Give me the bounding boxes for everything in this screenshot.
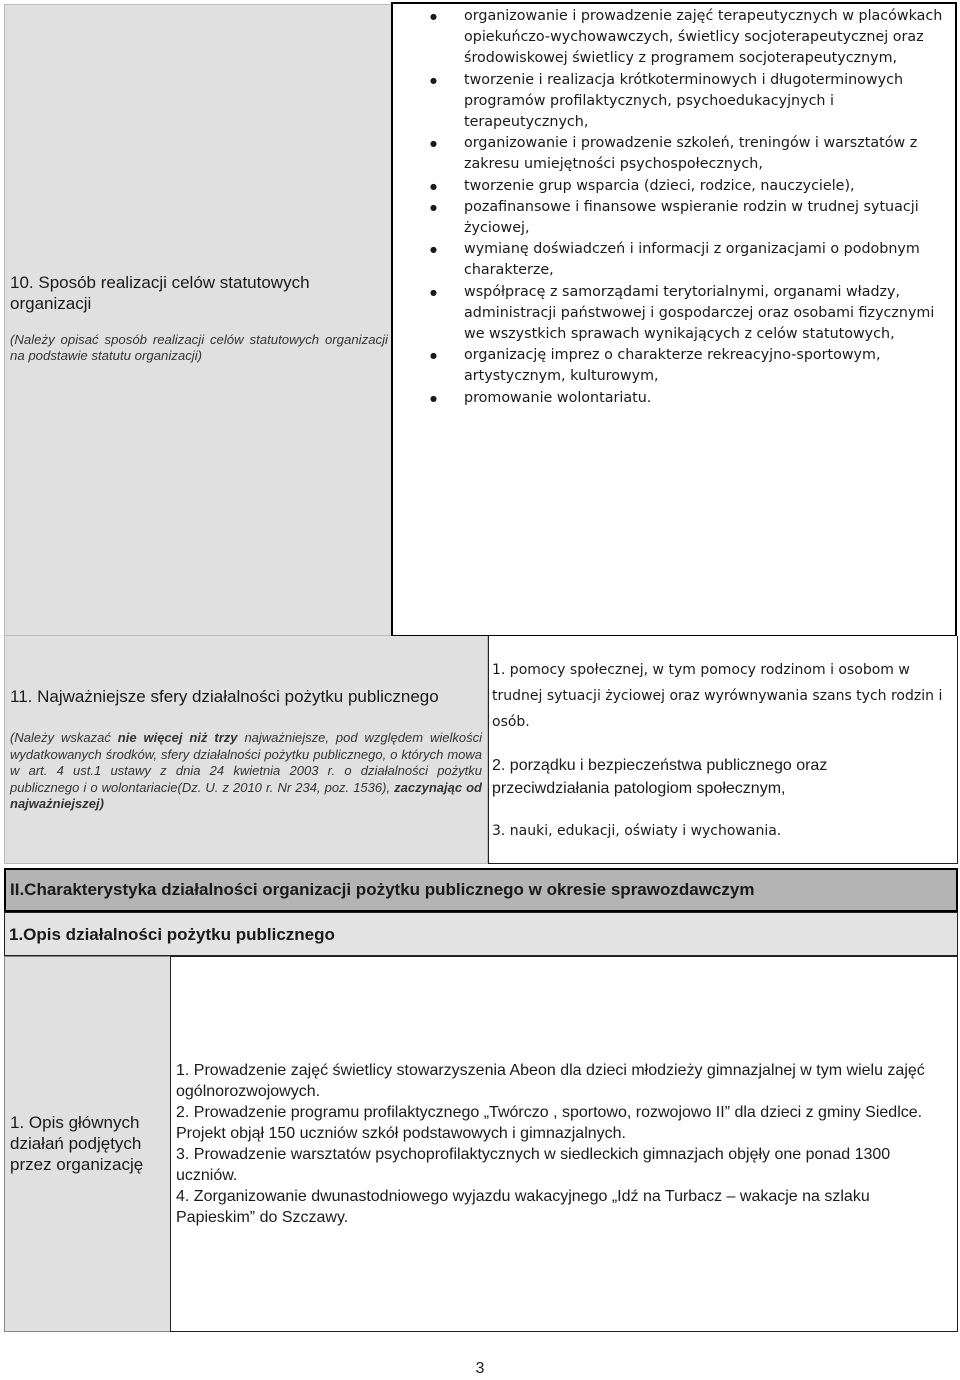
- list-item: ● tworzenie i realizacja krótkoterminowych i długoterminowych programów profilaktycznych, psychoedukacyjnych i terapeutycznych,: [400, 70, 950, 134]
- section2-heading: II.Charakterystyka działalności organizacji pożytku publicznego w okresie sprawozdawczym: [4, 868, 958, 912]
- sphere-1: 1. pomocy społecznej, w tym pomocy rodzinom i osobom w trudnej sytuacji życiowej oraz wyrównywania szans tych rodzin i osób.: [492, 662, 943, 730]
- list-item: ● promowanie wolontariatu.: [400, 388, 950, 409]
- section10-note: (Należy opisać sposób realizacji celów statutowych organizacji na podstawie statutu organizacji): [10, 332, 388, 363]
- section10-title: 10. Sposób realizacji celów statutowych organizacji: [10, 273, 310, 313]
- activity-2: 2. Prowadzenie programu profilaktycznego „Twórczo , sportowo, rozwojowo II” dla dzieci z gminy Siedlce. Projekt objął 150 uczniów szkół podstawowych i gimnazjalnych.: [176, 1104, 923, 1142]
- list-item: ● współpracę z samorządami terytorialnymi, organami władzy, administracji państwowej i gospodarczej oraz osobami fizycznymi we wszystkich sprawach wynikających z celów statutowych,: [400, 282, 950, 346]
- section10-label-cell: [4, 4, 392, 636]
- list-item: ● wymianę doświadczeń i informacji z organizacjami o podobnym charakterze,: [400, 239, 950, 281]
- main-activities-label: 1. Opis głównych działań podjętych przez organizację: [10, 1113, 144, 1174]
- section2-subheading: 1.Opis działalności pożytku publicznego: [4, 912, 958, 956]
- page-number: 3: [475, 1360, 485, 1377]
- section11-title: 11. Najważniejsze sfery działalności pożytku publicznego: [10, 687, 439, 706]
- list-item: ● pozafinansowe i finansowe wspieranie rodzin w trudnej sytuacji życiowej,: [400, 197, 950, 239]
- section11-note: (Należy wskazać nie więcej niż trzy najważniejsze, pod względem wielkości wydatkowanych środków, sfery działalności pożytku publicznego, o których mowa w art. 4 ust.1 ustawy z dnia 24 kwietnia 2003 r. o działalności pożytku publicznego i o wolontariacie(Dz. U. z 2010 r. Nr 234, poz. 1536), zaczynając od najważniejszej): [10, 730, 482, 811]
- list-item: ● organizowanie i prowadzenie szkoleń, treningów i warsztatów z zakresu umiejętności psychospołecznych,: [400, 133, 950, 175]
- list-item: ● tworzenie grup wsparcia (dzieci, rodzice, nauczyciele),: [400, 176, 950, 197]
- activity-1: 1. Prowadzenie zajęć świetlicy stowarzyszenia Abeon dla dzieci młodzieży gimnazjalnej w tym wielu zajęć ogólnorozwojowych.: [176, 1062, 925, 1100]
- section10-activity-list: [400, 6, 950, 409]
- sphere-2: 2. porządku i bezpieczeństwa publicznego oraz przeciwdziałania patologiom społecznym,: [492, 757, 828, 797]
- list-item: ● organizowanie i prowadzenie zajęć terapeutycznych w placówkach opiekuńczo-wychowawczych, świetlicy socjoterapeutycznej oraz środowiskowej świetlicy z programem socjoterapeutycznym,: [400, 6, 950, 70]
- sphere-3: 3. nauki, edukacji, oświaty i wychowania.: [492, 823, 782, 839]
- activity-4: 4. Zorganizowanie dwunastodniowego wyjazdu wakacyjnego „Idź na Turbacz – wakacje na szlaku Papieskim” do Szczawy.: [176, 1188, 870, 1226]
- list-item: ● organizację imprez o charakterze rekreacyjno-sportowym, artystycznym, kulturowym,: [400, 345, 950, 387]
- activity-3: 3. Prowadzenie warsztatów psychoprofilaktycznych w siedleckich gimnazjach objęły one ponad 1300 uczniów.: [176, 1146, 891, 1184]
